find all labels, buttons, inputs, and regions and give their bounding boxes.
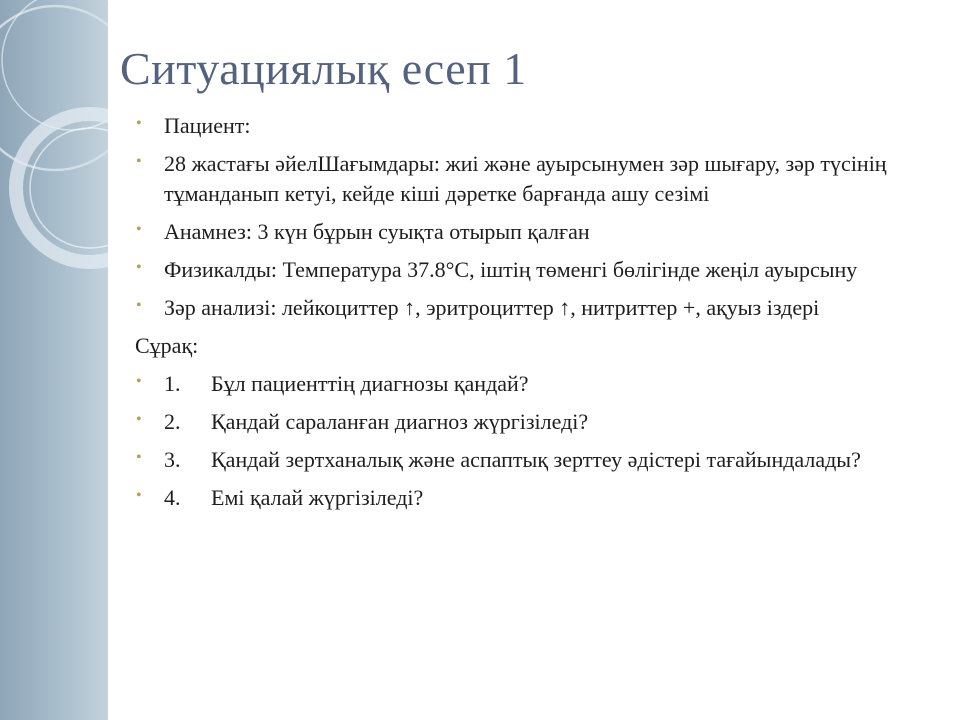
bullet-text: Зәр анализі: лейкоциттер ↑, эритроциттер ↑, нитриттер +, ақуыз іздері <box>164 295 820 320</box>
bullet-dot-icon: • <box>136 115 142 132</box>
bullet-dot-icon: • <box>136 259 142 276</box>
question-number: 1. <box>164 371 181 396</box>
question-text: Бұл пациенттің диагнозы қандай? <box>211 371 529 396</box>
question-text: Емі қалай жүргізіледі? <box>211 485 424 510</box>
bullet-text: Пациент: <box>164 113 251 138</box>
question-item-1 <box>135 369 925 399</box>
decorative-sidebar <box>0 0 108 720</box>
bullet-dot-icon: • <box>136 373 142 390</box>
slide-title: Ситуациялық есеп 1 <box>120 43 527 94</box>
bullet-dot-icon: • <box>136 153 142 170</box>
question-number: 2. <box>164 409 181 434</box>
bullet-item-anamnesis <box>135 217 925 247</box>
bullet-text: 28 жастағы әйелШағымдары: жиі және ауырсынумен зәр шығару, зәр түсінің тұманданып кетуі, кейде кіші дәретке барғанда ашу сезімі <box>164 151 887 206</box>
bullet-item-patient <box>135 111 925 141</box>
slide-content <box>135 111 925 521</box>
bullet-item-physical <box>135 255 925 285</box>
question-item-4 <box>135 483 925 513</box>
question-text: Қандай сараланған диагноз жүргізіледі? <box>211 409 589 434</box>
decorative-rings-icon <box>0 0 108 720</box>
question-item-3 <box>135 445 925 475</box>
bullet-dot-icon: • <box>136 221 142 238</box>
bullet-text: Физикалды: Температура 37.8°C, іштің төменгі бөлігінде жеңіл ауырсыну <box>164 257 858 282</box>
bullet-dot-icon: • <box>136 487 142 504</box>
bullet-item-urine-analysis <box>135 293 925 323</box>
question-number: 3. <box>164 447 181 472</box>
bullet-text: Анамнез: 3 күн бұрын суықта отырып қалған <box>164 219 590 244</box>
question-item-2 <box>135 407 925 437</box>
bullet-dot-icon: • <box>136 411 142 428</box>
bullet-item-complaints <box>135 149 925 209</box>
question-text: Қандай зертханалық және аспаптық зерттеу әдістері тағайындалады? <box>211 447 861 472</box>
bullet-dot-icon: • <box>136 297 142 314</box>
question-heading: Сұрақ: <box>135 333 199 358</box>
question-number: 4. <box>164 485 181 510</box>
bullet-dot-icon: • <box>136 449 142 466</box>
